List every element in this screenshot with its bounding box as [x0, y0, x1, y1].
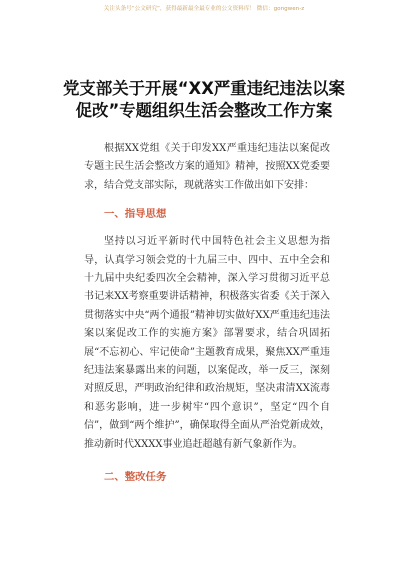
document-title: 党支部关于开展“XX严重违纪违法以案促改”专题组织生活会整改工作方案	[63, 79, 345, 120]
intro-paragraph: 根据XX党组《关于印发XX严重违纪违法以案促改专题主民生活会整改方案的通知》精神，按照XX党委要求，结合党支部实际，现就落实工作做出如下安排：	[84, 143, 330, 191]
section-heading-guiding-ideology: 一、指导思想	[104, 208, 167, 221]
header-promo-banner: 关注头条号“公文研究”，获得最新最全最专业的公文资料库！ 微信：gongwen-z	[103, 6, 305, 12]
section-heading-rectification-tasks: 二、整改任务	[104, 471, 167, 484]
document-body	[84, 140, 330, 496]
guiding-ideology-paragraph: 坚持以习近平新时代中国特色社会主义思想为指导，认真学习领会党的十九届三中、四中、五中全会和十九届中央纪委四次全会精神，深入学习贯彻习近平总书记来XX考察重要讲话精神，积极落实省委《关于深入贯彻落实中央“两个通报”精神切实做好XX严重违纪违法案以案促改工作的实施方案》部署要求，结合巩固拓展“不忘初心、牢记使命”主题教育成果，聚焦XX严重违纪违法案暴露出来的问题，以案促改，举一反三，深刻对照反思，严明政治纪律和政治规矩，坚决肃清XX流毒和恶劣影响，进一步树牢“四个意识”，坚定“四个自信”，做到“两个维护”，确保取得全面从严治党新成效，推动新时代XXXX事业追赶超越有新气象新作为。	[84, 236, 330, 450]
